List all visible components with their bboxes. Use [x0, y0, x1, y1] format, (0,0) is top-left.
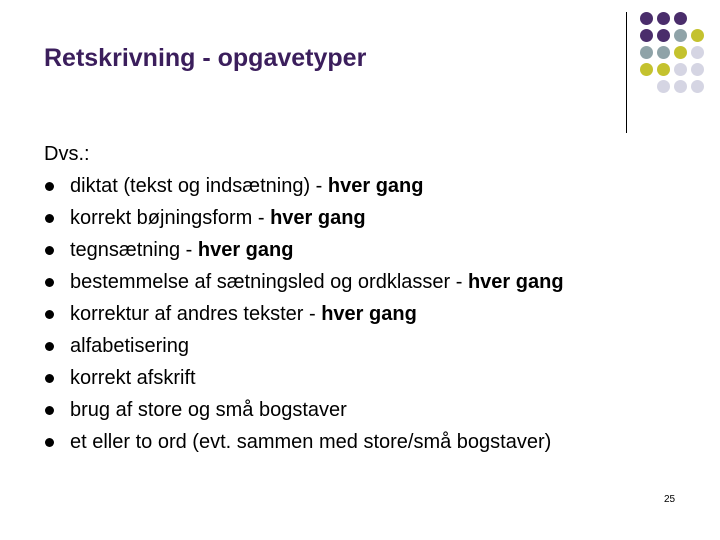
item-text: brug af store og små bogstaver [70, 399, 347, 421]
bullet-dot-icon [45, 342, 54, 351]
decorative-dot [691, 63, 704, 76]
item-text: tegnsætning - [70, 239, 198, 261]
item-emphasis: hver gang [197, 239, 294, 261]
item-emphasis: hver gang [270, 207, 366, 229]
decorative-dot [640, 12, 653, 25]
item-text: diktat (tekst og indsætning) - [70, 175, 328, 197]
decorative-dot [640, 63, 653, 76]
item-emphasis: hver gang [467, 271, 564, 293]
item-text: alfabetisering [70, 335, 189, 357]
decorative-dot [657, 46, 670, 59]
decorative-dot [657, 63, 670, 76]
list-item [44, 426, 704, 458]
item-text: bestemmelse af sætningsled og ordklasser - [70, 271, 468, 293]
bullet-dot-icon [45, 278, 54, 287]
decorative-dot [674, 46, 687, 59]
decorative-dot [657, 12, 670, 25]
decorative-dot [674, 63, 687, 76]
item-text: korrektur af andres tekster - [70, 303, 322, 325]
decorative-dot [674, 29, 687, 42]
decorative-dot [640, 46, 653, 59]
item-text: korrekt bøjningsform - [70, 207, 271, 229]
list-item [44, 202, 704, 234]
list-item [44, 330, 704, 362]
list-item [44, 234, 704, 266]
bullet-list [44, 170, 704, 458]
page-number: 25 [664, 494, 676, 505]
decorative-dot [691, 29, 704, 42]
decorative-dot [657, 80, 670, 93]
list-item [44, 298, 704, 330]
decorative-dot [691, 46, 704, 59]
decorative-dot [657, 29, 670, 42]
decorative-dot [674, 12, 687, 25]
list-item [44, 362, 704, 394]
list-item [44, 394, 704, 426]
intro-heading: Dvs.: [44, 143, 90, 165]
item-text: et eller to ord (evt. sammen med store/små bogstaver) [70, 431, 552, 453]
slide-body [44, 138, 704, 458]
bullet-dot-icon [45, 246, 54, 255]
item-emphasis: hver gang [321, 303, 417, 325]
decorative-dot-grid [638, 10, 718, 120]
decorative-dot [640, 29, 653, 42]
decorative-dot [691, 80, 704, 93]
item-emphasis: hver gang [327, 175, 424, 197]
bullet-dot-icon [45, 438, 54, 447]
item-text: korrekt afskrift [70, 367, 196, 389]
bullet-dot-icon [45, 374, 54, 383]
slide-title: Retskrivning - opgavetyper [44, 44, 367, 72]
bullet-dot-icon [45, 182, 54, 191]
bullet-dot-icon [45, 214, 54, 223]
list-item [44, 170, 704, 202]
bullet-dot-icon [45, 310, 54, 319]
bullet-dot-icon [45, 406, 54, 415]
vertical-divider [626, 12, 627, 133]
decorative-dot [674, 80, 687, 93]
list-item [44, 266, 704, 298]
